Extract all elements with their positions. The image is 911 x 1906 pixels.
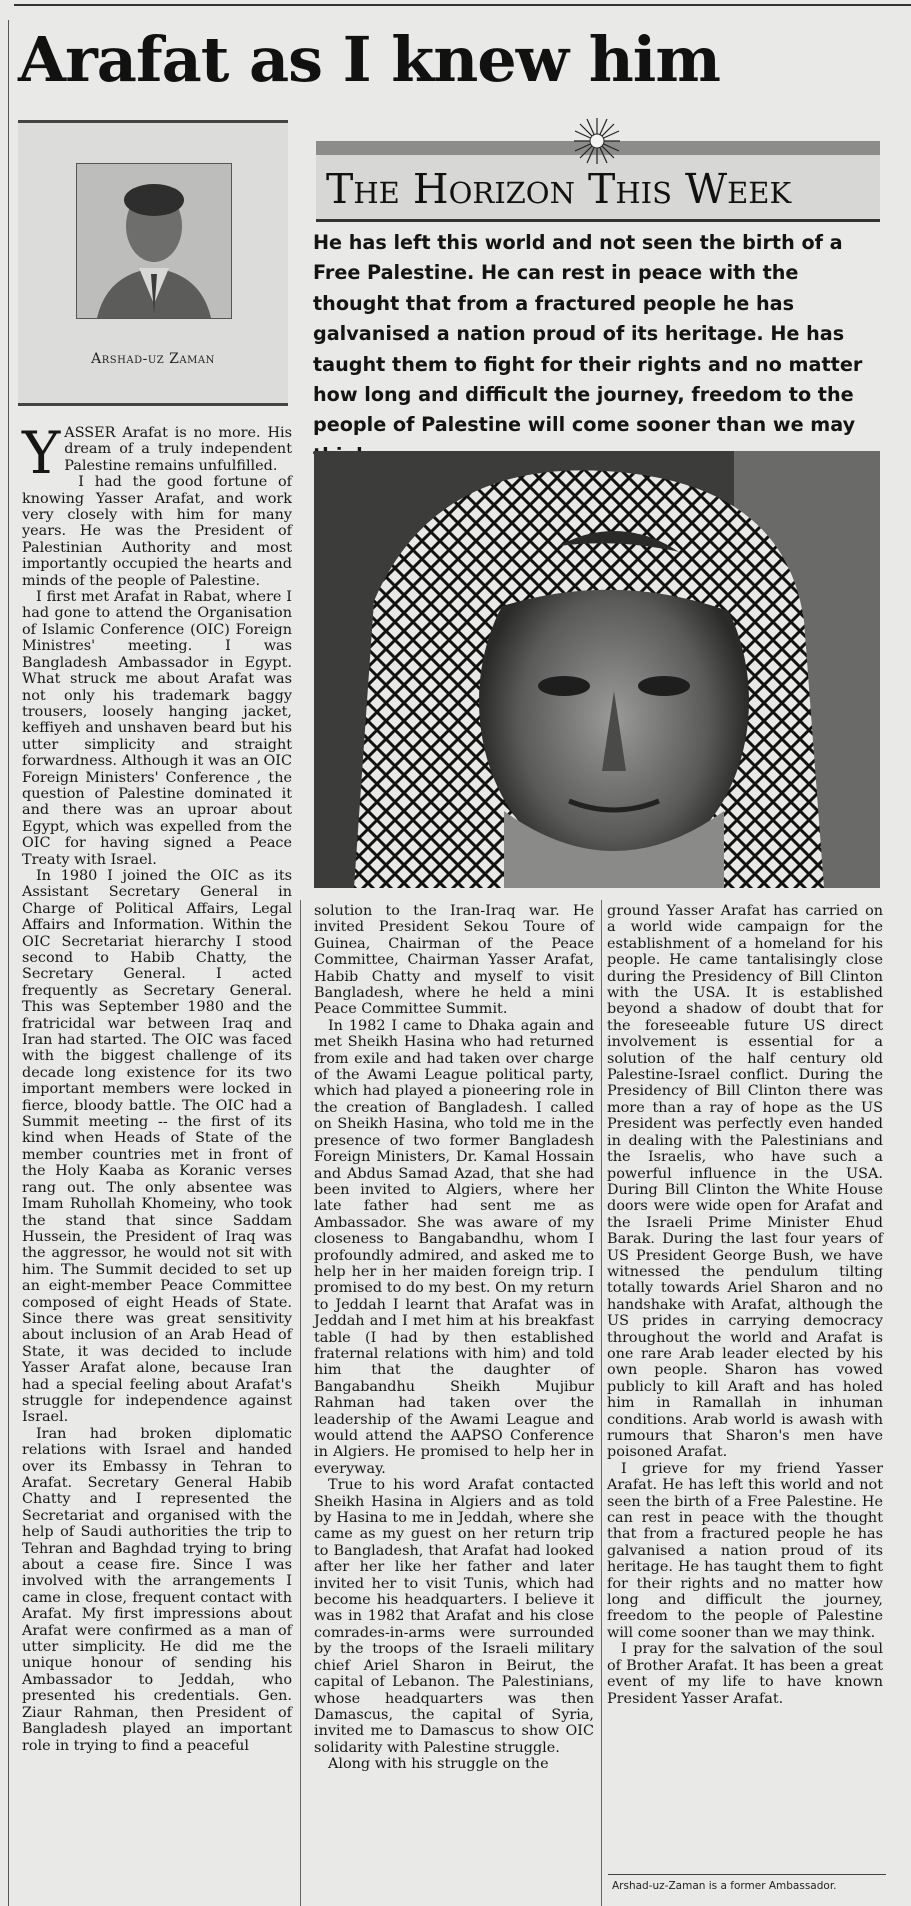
paragraph: I pray for the salvation of the soul of Brother Arafat. It has been a great event of my life to have known President Yasser Arafat. <box>607 1641 883 1707</box>
paragraph: Iran had broken diplomatic relations with Israel and handed over its Embassy in Tehran to Arafat. Secretary General Habib Chatty and I represented the Secretariat and organised with the help of Saudi authorities the trip to Tehran and Baghdad trying to bring about a cease fire. Since I was involved with the arrangements I came in close, frequent contact with Arafat. My first impressions about Arafat were confirmed as a man of utter simplicity. He did me the unique honour of sending his Ambassador to Jeddah, who presented his credentials. Gen. Ziaur Rahman, then President of Bangladesh played an important role in trying to find a peaceful <box>22 1425 292 1754</box>
left-margin-rule <box>8 20 9 1906</box>
top-rule <box>14 4 911 6</box>
column-rule-1 <box>300 900 301 1906</box>
paragraph: I first met Arafat in Rabat, where I had gone to attend the Organisation of Islamic Conference (OIC) Foreign Ministres' meeting. I was Bangladesh Ambassador in Egypt. What struck me about Arafat was not only his trademark baggy trousers, loosely hanging jacket, keffiyeh and unshaven beard but his utter simplicity and straight forwardness. Although it was an OIC Foreign Ministers' Conference , the question of Palestine dominated it and there was an uproar about Egypt, which was expelled from the OIC for having signed a Peace Treaty with Israel. <box>22 589 292 868</box>
article-column-2 <box>314 903 594 1773</box>
paragraph: In 1982 I came to Dhaka again and met Sheikh Hasina who had returned from exile and had taken over charge of the Awami League political party, which had played a pioneering role in the creation of Bangladesh. I called on Sheikh Hasina, who told me in the presence of two former Bangladesh Foreign Ministers, Dr. Kamal Hossain and Abdus Samad Azad, that she had been invited to Algiers, where her late father had sent me as Ambassador. She was aware of my closeness to Bangabandhu, whom I profoundly admired, and asked me to help her in her maiden foreign trip. I promised to do my best. On my return to Jeddah I learnt that Arafat was in Jeddah and I met him at his breakfast table (I had by then established fraternal relations with him) and told him that the daughter of Bangabandhu Sheikh Mujibur Rahman had taken over the leadership of the Awami League and would attend the AAPSO Conference in Algiers. He promised to help her in everyway. <box>314 1017 594 1477</box>
credit-rule <box>608 1874 886 1875</box>
paragraph: Along with his struggle on the <box>328 1756 549 1773</box>
article-column-3 <box>607 903 883 1707</box>
starburst-icon <box>572 116 622 166</box>
lead-paragraph: YASSER Arafat is no more. His dream of a truly independent Palestine remains unfulfilled. <box>22 419 292 487</box>
author-box <box>18 120 288 406</box>
paragraph: In 1980 I joined the OIC as its Assistant Secretary General in Charge of Political Affairs, Legal Affairs and Information. Within the OIC Secretariat hierarchy I stood second to Habib Chatty, the Secretary General. I acted frequently as Secretary General. This was September 1980 and the fratricidal war between Iraq and Iran had started. The OIC was faced with the biggest challenge of its decade long existence for its two important members were locked in fierce, bloody battle. The OIC had a Summit meeting -- the first of its kind when Heads of State of the member countries met in front of the Holy Kaaba as Koranic verses rang out. The only absentee was Imam Ruhollah Khomeiny, who took the stand that since Saddam Hussein, the President of Iraq was the aggressor, he would not sit with him. The Summit decided to set up an eight-member Peace Committee composed of eight Heads of State. Since there was great sensitivity about inclusion of an Arab Head of State, it was decided to include Yasser Arafat alone, because Iran had a special feeling about Arafat's struggle for independence against Israel. <box>22 867 292 1426</box>
section-banner-title: The Horizon This Week <box>326 165 792 213</box>
arafat-photo <box>314 451 880 888</box>
drop-cap: Y <box>22 419 61 487</box>
article-deck: He has left this world and not seen the birth of a Free Palestine. He can rest in peace with the thought that from a fractured people he has galvanised a nation proud of its heritage. He has taught them to fight for their rights and no matter how long and difficult the journey, freedom to the people of Palestine will come sooner than we may <box>313 231 863 437</box>
paragraph: True to his word Arafat contacted Sheikh Hasina in Algiers and as told by Hasina to me in Jeddah, where she came as my guest on her return trip to Bangladesh, that Arafat had looked after her like her father and later invited her to visit Tunis, which had become his headquarters. I believe it was in 1982 that Arafat and his close comrades-in-arms were surrounded by the troops of the Israeli military chief Ariel Sharon in Beirut, the capital of Lebanon. The Palestinians, whose headquarters was then Damascus, the capital of Syria, invited me to Damascus to show OIC solidarity with Palestine struggle. <box>314 1477 594 1756</box>
author-byline: Arshad-uz Zaman <box>91 351 215 367</box>
article-column-1 <box>22 419 292 1754</box>
paragraph: ground Yasser Arafat has carried on a world wide campaign for the establishment of a homeland for his people. He came tantalisingly close during the Presidency of Bill Clinton with the USA. It is established beyond a shadow of doubt that for the foreseeable future US direct involvement is essential for a solution of the half century old Palestine-Israel conflict. During the Presidency of Bill Clinton there was more than a ray of hope as the US President was perfectly even handed in dealing with the Palestinians and the Israelis, who have such a powerful influence in the USA. During Bill Clinton the White House doors were wide open for Arafat and the Israeli Prime Minister Ehud Barak. During the last four years of US President George Bush, we have witnessed the pendulum tilting totally towards Ariel Sharon and no handshake with Arafat, although the US prides in carrying democracy throughout the world and Arafat is one rare Arab leader elected by his own people. Sharon has vowed publicly to kill Araft and has holed him in Ramallah in inhuman conditions. Arab world is awash with rumours that Sharon's men have poisoned Arafat. <box>607 903 883 1461</box>
paragraph: I had the good fortune of knowing Yasser Arafat, and work very closely with him for many years. He was the President of Palestinian Authority and most importantly occupied the hearts and minds of the people of Palestine. <box>22 474 292 589</box>
column-rule-2 <box>601 900 602 1906</box>
paragraph: solution to the Iran-Iraq war. He invited President Sekou Toure of Guinea, Chairman of the Peace Committee, Chairman Yasser Arafat, Habib Chatty and myself to visit Bangladesh, where he held a mini Peace Committee Summit. <box>314 903 594 1018</box>
paragraph: I grieve for my friend Yasser Arafat. He has left this world and not seen the birth of a Free Palestine. He can rest in peace with the thought that from a fractured people he has galvanised a nation proud of its heritage. He has taught them to fight for their rights and no matter how long and difficult the journey, freedom to the people of Palestine will come sooner than we may think. <box>607 1460 883 1641</box>
headline: Arafat as I knew him <box>18 23 720 96</box>
author-note: Arshad-uz-Zaman is a former Ambassador. <box>612 1880 837 1892</box>
author-portrait <box>76 163 232 319</box>
